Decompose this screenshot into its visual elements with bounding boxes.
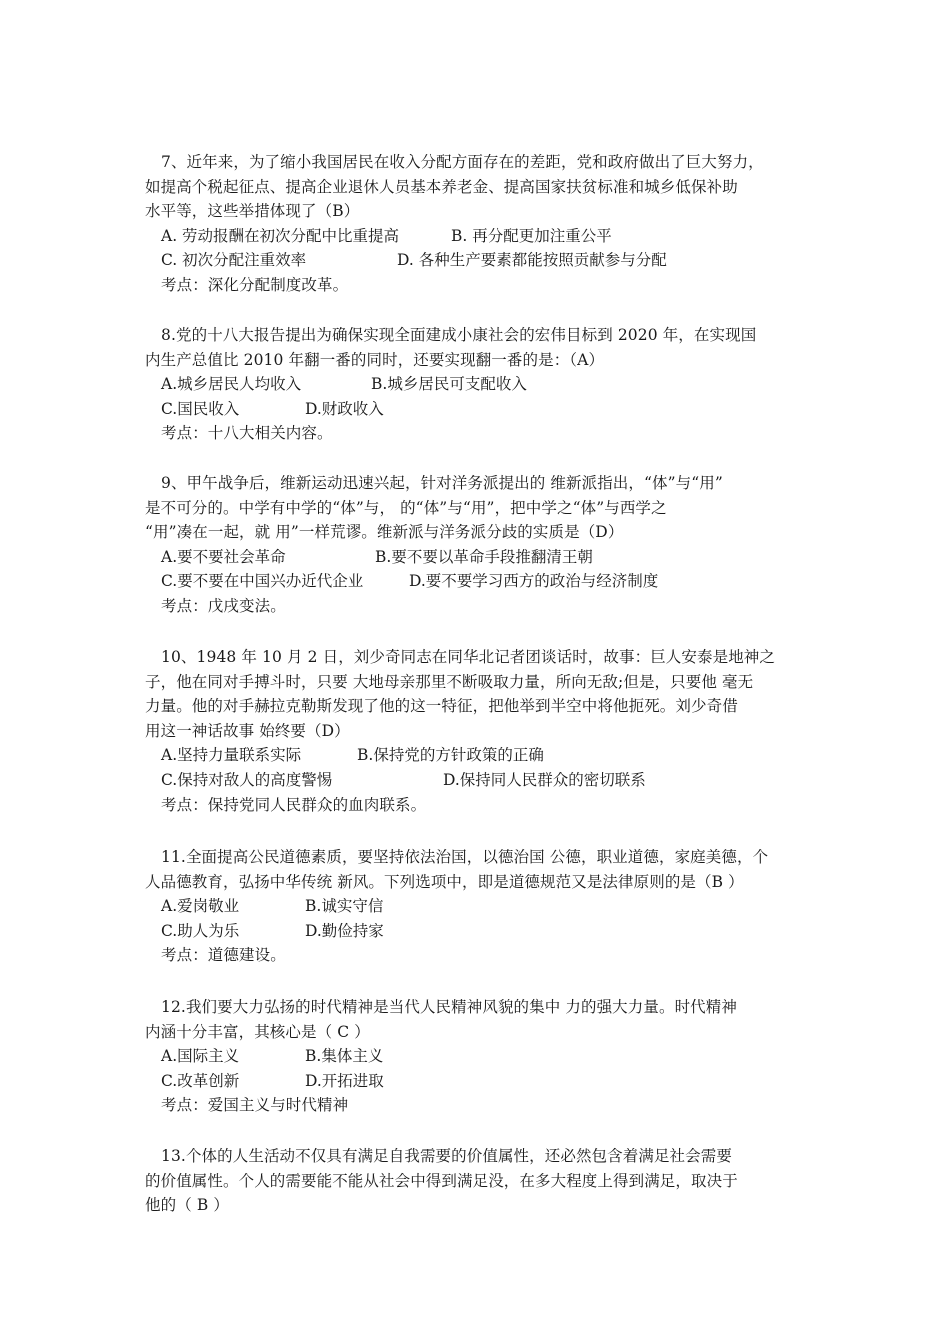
question-stem-line: 他的（ B ） xyxy=(145,1196,229,1215)
option-a: A.要不要社会革命 xyxy=(161,547,286,566)
option-row xyxy=(145,545,815,570)
option-d: D.要不要学习西方的政治与经济制度 xyxy=(409,572,659,591)
option-b: B.要不要以革命手段推翻清王朝 xyxy=(375,547,593,566)
question-12 xyxy=(145,995,815,1118)
option-c: C. 初次分配注重效率 xyxy=(161,251,307,270)
question-note: 考点：道德建设。 xyxy=(161,946,286,965)
option-c: C.国民收入 xyxy=(161,399,240,418)
option-b: B.保持党的方针政策的正确 xyxy=(357,746,544,765)
option-row xyxy=(145,1069,815,1094)
option-d: D.勤俭持家 xyxy=(305,921,384,940)
question-stem-line: 是不可分的。中学有中学的“体”与， 的“体”与“用”，把中学之“体”与西学之 xyxy=(145,498,667,517)
option-a: A.国际主义 xyxy=(161,1047,240,1066)
question-stem-line: 子，他在同对手搏斗时，只要 大地母亲那里不断吸取力量，所向无敌;但是，只要他 毫无 xyxy=(145,672,754,691)
question-note: 考点：戊戌变法。 xyxy=(161,596,286,615)
option-b: B.诚实守信 xyxy=(305,897,384,916)
question-stem-line: 9、甲午战争后，维新运动迅速兴起，针对洋务派提出的 维新派指出，“体”与“用” xyxy=(161,474,723,492)
option-row xyxy=(145,1044,815,1069)
option-a: A.爱岗敬业 xyxy=(161,897,240,916)
option-row xyxy=(145,569,815,594)
option-a: A.坚持力量联系实际 xyxy=(161,746,302,765)
question-stem-line: 内生产总值比 2010 年翻一番的同时，还要实现翻一番的是：（A） xyxy=(145,350,605,369)
option-row xyxy=(145,224,815,249)
question-9 xyxy=(145,471,815,619)
option-a: A.城乡居民人均收入 xyxy=(161,375,302,394)
option-row xyxy=(145,397,815,422)
option-row xyxy=(145,768,815,793)
option-c: C.保持对敌人的高度警惕 xyxy=(161,770,333,789)
option-b: B. 再分配更加注重公平 xyxy=(451,226,612,245)
question-stem-line: “用”凑在一起，就 用”一样荒谬。维新派与洋务派分歧的实质是（D） xyxy=(145,523,624,542)
question-note: 考点：深化分配制度改革。 xyxy=(161,275,349,294)
question-7 xyxy=(145,150,815,298)
question-10 xyxy=(145,645,815,817)
question-13 xyxy=(145,1144,815,1218)
question-stem-line: 的价值属性。个人的需要能不能从社会中得到满足没，在多大程度上得到满足，取决于 xyxy=(145,1171,738,1190)
question-note: 考点：爱国主义与时代精神 xyxy=(161,1096,349,1115)
option-row xyxy=(145,743,815,768)
question-stem-line: 13.个体的人生活动不仅具有满足自我需要的价值属性，还必然包含着满足社会需要 xyxy=(161,1147,732,1165)
question-8 xyxy=(145,323,815,446)
question-stem-line: 7、近年来，为了缩小我国居民在收入分配方面存在的差距，党和政府做出了巨大努力， xyxy=(161,153,764,171)
question-note: 考点：十八大相关内容。 xyxy=(161,424,333,443)
option-c: C.要不要在中国兴办近代企业 xyxy=(161,572,364,591)
option-c: C.助人为乐 xyxy=(161,921,240,940)
option-b: B.城乡居民可支配收入 xyxy=(371,375,527,394)
question-stem-line: 用这一神话故事 始终要（D） xyxy=(145,721,350,740)
option-row xyxy=(145,894,815,919)
question-stem-line: 内涵十分丰富，其核心是（ C ） xyxy=(145,1022,370,1041)
question-stem-line: 8.党的十八大报告提出为确保实现全面建成小康社会的宏伟目标到 2020 年，在实现国 xyxy=(161,326,757,344)
option-d: D.财政收入 xyxy=(305,399,384,418)
option-row xyxy=(145,919,815,944)
question-stem-line: 水平等，这些举措体现了（B） xyxy=(145,202,360,221)
option-row xyxy=(145,372,815,397)
question-stem-line: 12.我们要大力弘扬的时代精神是当代人民精神风貌的集中 力的强大力量。时代精神 xyxy=(161,998,737,1016)
question-stem-line: 人品德教育，弘扬中华传统 新风。下列选项中，即是道德规范又是法律原则的是（B ） xyxy=(145,872,744,891)
question-note: 考点：保持党同人民群众的血肉联系。 xyxy=(161,795,427,814)
option-c: C.改革创新 xyxy=(161,1071,240,1090)
option-d: D.保持同人民群众的密切联系 xyxy=(443,770,646,789)
option-d: D.开拓进取 xyxy=(305,1071,384,1090)
question-stem-line: 10、1948 年 10 月 2 日，刘少奇同志在同华北记者团谈话时，故事：巨人安泰是地神之 xyxy=(161,648,775,666)
question-stem-line: 如提高个税起征点、提高企业退休人员基本养老金、提高国家扶贫标准和城乡低保补助 xyxy=(145,177,738,196)
option-d: D. 各种生产要素都能按照贡献参与分配 xyxy=(397,251,667,270)
question-stem-line: 11.全面提高公民道德素质，要坚持依法治国，以德治国 公德，职业道德，家庭美德，个 xyxy=(161,848,769,866)
option-row xyxy=(145,248,815,273)
question-11 xyxy=(145,845,815,968)
question-stem-line: 力量。他的对手赫拉克勒斯发现了他的这一特征，把他举到半空中将他扼死。刘少奇借 xyxy=(145,697,738,716)
option-b: B.集体主义 xyxy=(305,1047,384,1066)
option-a: A. 劳动报酬在初次分配中比重提高 xyxy=(161,226,400,245)
